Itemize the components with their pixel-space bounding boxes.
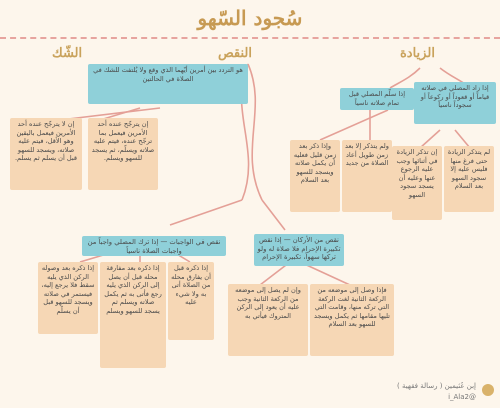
wajib-reach-next-box: إذا ذكره بعد وصوله الركن الذي يليه سقط فلا يرجع إليه، فيستمر في صلاته ويسجد للسهو قبل أن يسلّم — [38, 262, 98, 334]
shak-definition-box: هو التردد بين أمرين أيّهما الذي وقع ولا يُلتفت للشك في الصلاة في الحالتين — [88, 64, 248, 104]
wajib-before-box: إذا ذكره قبل أن يفارق محله من الصلاة أتى به ولا شيء عليه — [168, 262, 214, 340]
naqs-wajibat-detail: إذا ترك المصلي واجباً من واجبات الصلاة ناسياً — [87, 238, 182, 255]
ziyada-salam-box: إذا سلّم المصلي قبل تمام صلاته ناسياً — [340, 88, 414, 110]
branch-heading-naqs: النقص — [218, 46, 252, 61]
stand-during-box: إن تذكر الزيادة في أثنائها وجب عليه الرجوع عنها وعليه أن يسجد سجود السهو — [392, 146, 442, 220]
naqs-arkan-box: نقص من الأركان — إذا نقص تكبيرة الإحرام فلا صلاة له ولو تركها سهواً، تكبيرة الإحرام — [254, 234, 344, 266]
salam-long-box: ولم يتذكر إلا بعد زمن طويل أعاد الصلاة من جديد — [342, 140, 392, 212]
naqs-arkan-detail: إذا نقص تكبيرة الإحرام فلا صلاة له ولو تركها سهواً، تكبيرة الإحرام — [257, 236, 341, 262]
naqs-wajibat-box: نقص في الواجبات — إذا ترك المصلي واجباً من واجبات الصلاة ناسياً — [82, 236, 226, 256]
naqs-arkan-title: نقص من الأركان — [292, 236, 339, 244]
page-title: سُجود السّهو — [197, 6, 303, 30]
salam-remember-box: وإذا ذكر بعد زمن قليل فعليه أن يكمل صلاته ويسجد للسهو بعد السلام — [290, 140, 340, 212]
shak-no-preference-box: إن لا يترجّح عنده أحد الأمرين فيعمل باليقين وهو الأقل، فيتم عليه صلاته، ويسجد للسهو قبل أن يسلم ثم يسلم. — [10, 118, 82, 190]
rukn-reach-box: فإذا وصل إلى موضعه من الركعة الثانية لغت الركعة التي تركه منها، وقامت التي تليها مقامها ثم يكمل ويسجد للسهو بعد السلام — [310, 284, 394, 356]
wajib-after-box: إذا ذكره بعد مفارقة محله قبل أن يصل إلى الركن الذي يليه رجع فأتى به ثم يكمل صلاته ويسلم ثم يسجد للسهو ويسلم — [100, 262, 166, 368]
branch-heading-ziyada: الزيادة — [400, 46, 435, 61]
branch-heading-shak: الشّك — [52, 46, 83, 61]
logo-icon — [482, 384, 494, 396]
footer-author: إبن عُثيمين ( رسالة فقهية ) — [397, 382, 476, 390]
naqs-wajibat-title: نقص في الواجبات — [169, 238, 221, 246]
footer-handle: @i_Ala2 — [448, 393, 476, 401]
ziyada-extra-act-box: إذا زاد المصلي في صلاته قياماً أو قعوداً أو ركوعاً أو سجوداً ناسياً — [414, 82, 496, 124]
rukn-not-reach-box: وإن لم يصل إلى موضعه من الركعة الثانية وجب عليه أن يعود إلى الركن المتروك فيأتي به — [228, 284, 308, 356]
stand-after-box: لم يتذكر الزيادة حتى فرغ منها فليس عليه إلا سجود السهو بعد السلام — [444, 146, 494, 212]
shak-preference-box: إن يترجّح عنده أحد الأمرين فيعمل بما ترجّح عنده، فيتم عليه صلاته ويسلّم، ثم يسجد للسهو ويسلم. — [88, 118, 158, 190]
